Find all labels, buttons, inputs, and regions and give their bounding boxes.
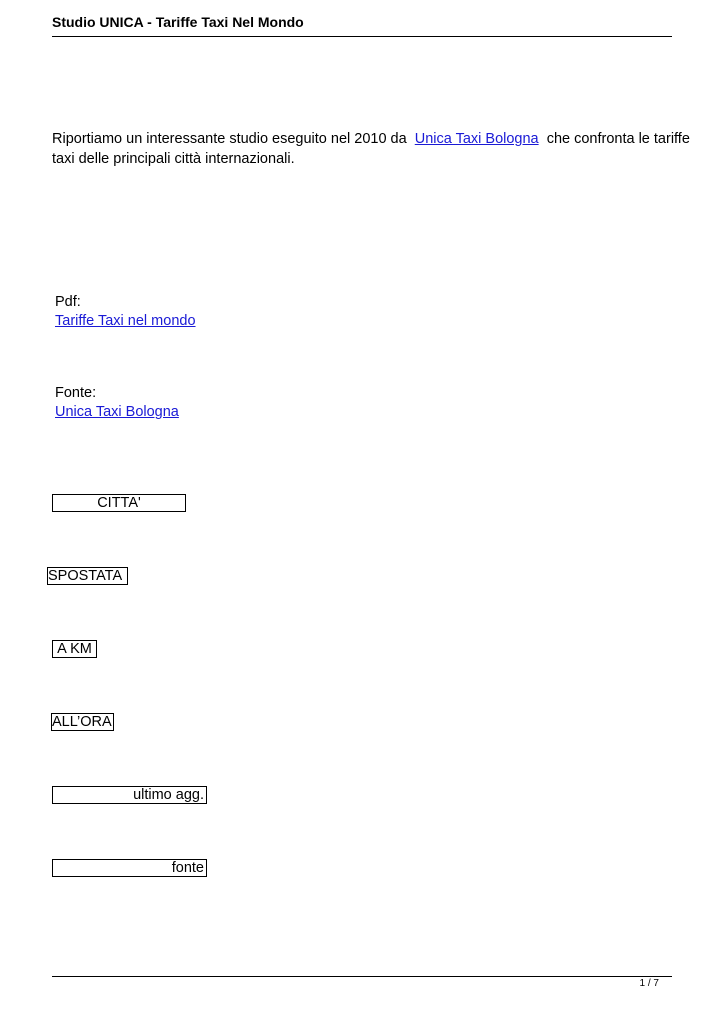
unica-taxi-bologna-link[interactable]: Unica Taxi Bologna xyxy=(414,131,539,147)
header-divider xyxy=(52,36,672,37)
table-cell-citta: CITTA' xyxy=(52,494,186,512)
intro-paragraph xyxy=(52,129,692,169)
pdf-label: Pdf: xyxy=(55,294,81,310)
table-cell-a-km: A KM xyxy=(52,640,97,658)
table-cell-spostata: SPOSTATA xyxy=(47,567,128,585)
pdf-link[interactable]: Tariffe Taxi nel mondo xyxy=(55,313,196,329)
table-cell-ultimo-agg: ultimo agg. xyxy=(52,786,207,804)
intro-text-after: che confronta le tariffe taxi delle principali città internazionali. xyxy=(52,131,690,167)
intro-text-before: Riportiamo un interessante studio eseguito nel 2010 da xyxy=(52,131,407,147)
page-number: 1 / 7 xyxy=(639,978,659,989)
table-cell-fonte: fonte xyxy=(52,859,207,877)
source-link[interactable]: Unica Taxi Bologna xyxy=(55,404,179,420)
source-label: Fonte: xyxy=(55,385,97,401)
footer-divider xyxy=(52,976,672,977)
document-header-title: Studio UNICA - Tariffe Taxi Nel Mondo xyxy=(52,14,304,30)
table-cell-allora: ALL’ORA xyxy=(51,713,114,731)
